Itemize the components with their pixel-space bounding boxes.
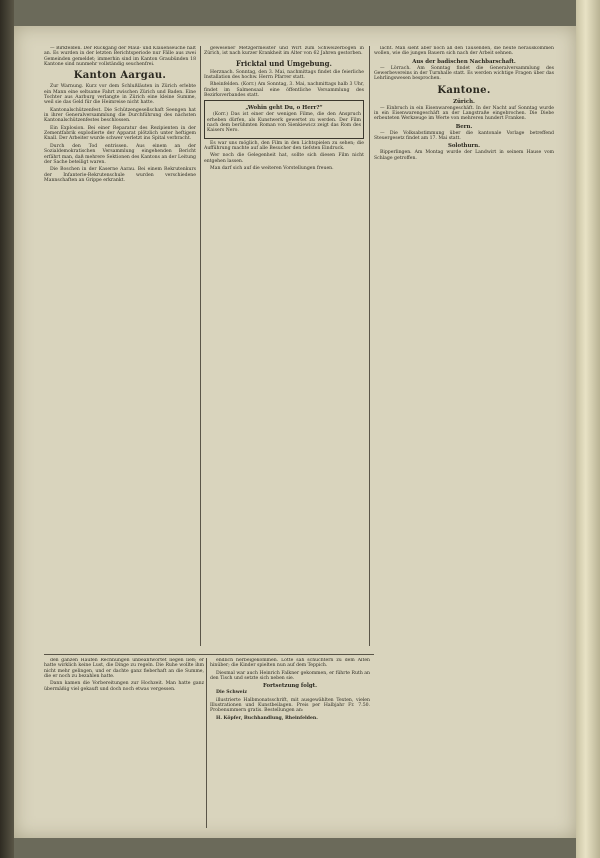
story-paragraph: endlich herbeigekommen. Lotte sah schüchtern zu dem Alten hinüber; die Kinder spielten nun auf dem Teppich. bbox=[210, 658, 370, 669]
article-paragraph: Man darf sich auf die weiteren Vorstellungen freuen. bbox=[210, 166, 334, 172]
article-paragraph: Herznach. Sonntag, den 3. Mai, nachmittags findet die feierliche Installation des hochw. Herrn Pfarrer statt. bbox=[204, 69, 364, 81]
article-paragraph: Die Boschen in der Kaserne Aarau. Bei einem Rekrutenkurs der Infanterie-Rekrutenschule wurden verschiedene Mannschaften an Grippe erkrankt. bbox=[44, 167, 196, 183]
article-paragraph: — Lörrach. Am Sonntag findet die Generalversammlung des Gewerbevereins in der Turnhalle statt. Es werden wichtige Fragen über das Lehrlingswesen besprochen. bbox=[374, 65, 554, 82]
page-edge-stack bbox=[576, 0, 600, 858]
article-paragraph: Bipperlingen. Am Montag wurde der Landwirt in seinem Hause vom Schlage getroffen. bbox=[374, 150, 554, 161]
feuilleton-right bbox=[210, 658, 370, 828]
section-heading-fricktal: Fricktal und Umgebung. bbox=[236, 58, 332, 68]
article-paragraph: Es war uns möglich, den Film in den Lichtspielen zu sehen; die Aufführung machte auf alle Besucher den tiefsten Eindruck. bbox=[204, 140, 364, 152]
subheading-bern: Bern. bbox=[455, 123, 473, 130]
section-heading-aargau: Kanton Aargau. bbox=[73, 70, 167, 82]
article-paragraph: Zur Warnung. Kurz vor dem Schlußläuten in Zürich erlebte ein Mann eine seltsame Fahrt zwischen Zürich und Baden. Eine Tochter aus Aarburg verlangte in Zürich eine kleine Summe, weil sie das Geld für die Heimreise nicht hatte. bbox=[44, 84, 196, 106]
feuilleton-rule bbox=[44, 654, 374, 655]
ad-text: illustrierte Halbmonatsschrift, mit ausgewählten Texten, vielen Illustrationen und Kunstbeilagen. Preis per Halbjahr Fr. 7.50. Probenummern gratis. Bestellungen an: bbox=[210, 697, 370, 714]
intro-paragraph: — Birkfelden. Der Rückgang der Maul- und Klauenseuche hält an. Es wurden in der letzten Berichtsperiode nur Fälle aus zwei Gemeinden gemeldet; immerhin sind im Kanton Graubünden 18 Kantone sind nunmehr vollständig seuchenfrei. bbox=[44, 46, 196, 68]
column-left bbox=[44, 46, 196, 646]
column-right bbox=[374, 46, 554, 652]
section-heading-baden: Aus der badischen Nachbarschaft. bbox=[412, 58, 516, 65]
story-paragraph: Dann kamen die Vorbereitungen zur Hochzeit. Man hatte ganz übermäßig viel gekauft und doch noch etwas vergessen. bbox=[44, 681, 204, 692]
film-title: „Wohin geht Du, o Herr?“ bbox=[245, 105, 323, 112]
article-paragraph: Wer noch die Gelegenheit hat, sollte sich diesen Film nicht entgehen lassen. bbox=[204, 153, 364, 164]
article-paragraph: Durch den Tod entrissen. Aus einem an der Sozialdemokratischen Versammlung eingehenden Bericht erfährt man, daß mehrere Sektionen des Kantons an der Leitung der Sache beteiligt waren. bbox=[44, 143, 196, 165]
intro-paragraph: gewesener Metzgermeister und Wirt zum Schweizerbogen in Zürich, ist nach kurzer Krankheit im Alter von 62 Jahren gestorben. bbox=[204, 46, 364, 57]
newspaper-page bbox=[14, 26, 576, 838]
column-middle bbox=[204, 46, 364, 652]
section-heading-kantone: Kantone. bbox=[437, 84, 491, 96]
continued-note: Fortsetzung folgt. bbox=[262, 683, 318, 690]
feuilleton-left bbox=[44, 658, 204, 828]
ad-title: Die Schweiz bbox=[216, 690, 247, 696]
subheading-solothurn: Solothurn. bbox=[447, 143, 481, 150]
article-paragraph: Kantonalschützenfest. Die Schützengesellschaft Seengen hat in ihrer Generalversammlung die Durchführung des nächsten Kantonalschützenfestes beschlossen. bbox=[44, 107, 196, 124]
story-paragraph: Diesmal war auch Heinrich Falkner gekommen, er führte Ruth an den Tisch und setzte sich neben sie. bbox=[210, 670, 370, 682]
column-rule bbox=[200, 46, 201, 646]
column-rule bbox=[369, 46, 370, 646]
book-binding bbox=[0, 0, 14, 858]
article-paragraph: Ein Explosion. Bei einer Reparatur des Rezipienten in der Zementfabrik explodierte der Apparat plötzlich unter heftigem Knall. Der Arbeiter wurde schwer verletzt ins Spital verbracht. bbox=[44, 125, 196, 142]
intro-paragraph: lacht. Man sieht aber noch all den Tausenden, die heute herauskommen wollen, wie die jungen Bauern sich nach der Arbeit sehnen. bbox=[374, 46, 554, 57]
article-paragraph: — Die Volksabstimmung über die kantonale Vorlage betreffend Steuergesetz findet am 17. Mai statt. bbox=[374, 130, 554, 142]
story-paragraph: den ganzen Haufen Rechnungen unbeantwortet liegen ließ; er hatte wirklich keine Lust, die Dinge zu regeln. Die Ruhe wollte ihm nicht mehr gelingen, und er dachte ganz fieberhaft an die Summe, die er noch zu bezahlen hatte. bbox=[44, 658, 204, 680]
article-paragraph: — Einbruch in ein Eisenwarengeschäft. In der Nacht auf Sonntag wurde in ein Eisenwarengeschäft an der Langstraße eingebrochen. Die Diebe erbeuteten Werkzeuge im Werte von mehreren hundert Franken. bbox=[374, 105, 554, 122]
article-paragraph: Rheinfelden. (Korr.) Am Sonntag, 3. Mai, nachmittags halb 3 Uhr, findet im Salmensaal eine öffentliche Versammlung des Bezirksverbandes statt. bbox=[204, 82, 364, 99]
film-review-text: (Korr.) Das ist einer der wenigen Filme, die den Anspruch erheben dürfen, als Kunstwerk gewertet zu werden. Der Film nach dem berühmten Roman von Sienkiewicz zeigt das Rom des Kaisers Nero. bbox=[207, 112, 361, 134]
ad-signature: H. Köpfer, Buchhandlung, Rheinfelden. bbox=[216, 715, 318, 721]
subheading-zuerich: Zürich. bbox=[453, 98, 475, 105]
column-rule bbox=[206, 658, 207, 828]
film-review-box bbox=[204, 100, 364, 138]
